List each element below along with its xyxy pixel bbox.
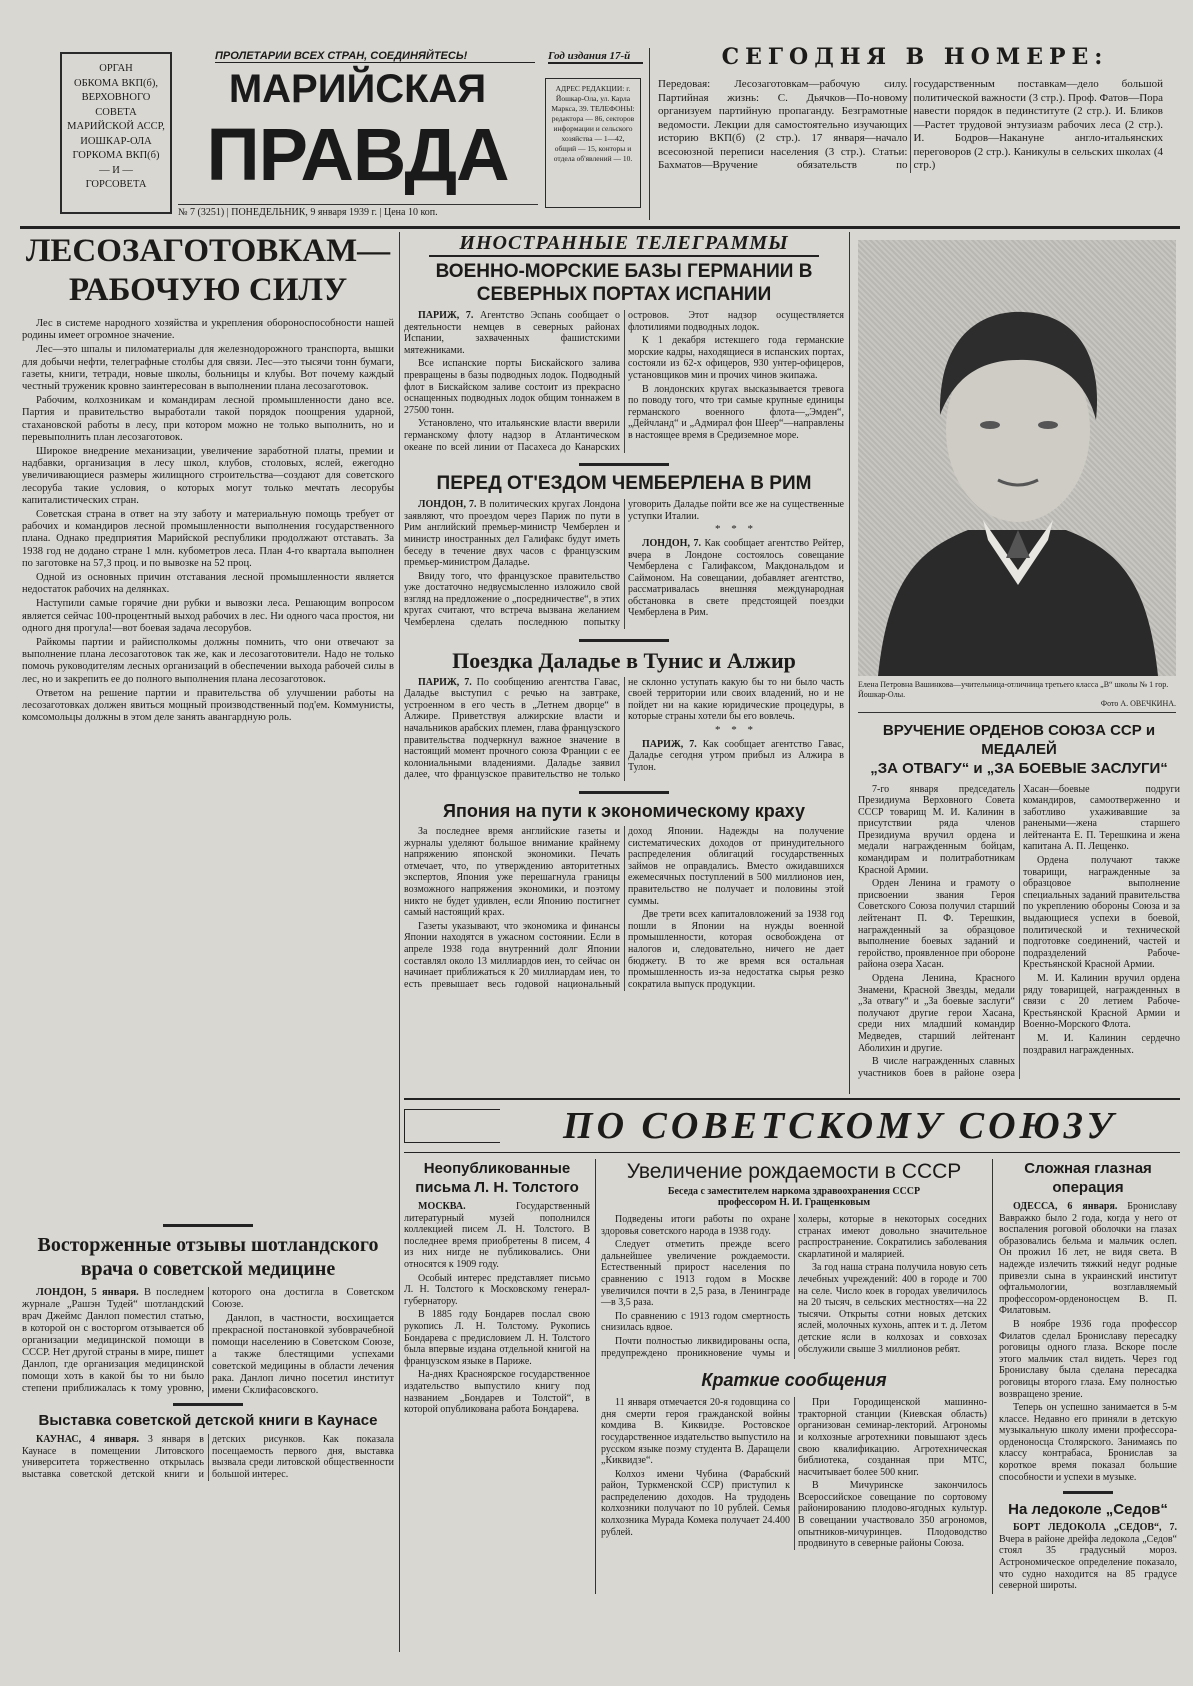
teacher-photo — [858, 240, 1176, 676]
paragraph: Две трети всех капиталовложений за 1938 год пошли в Японии на нужды военной промышленности, которая освобождена от налогов и, следовательно, ничего не дает бюджету. В то же время вся остальная промышленность из-за недостатка сырья резко сократила выпуск продукции. — [628, 909, 844, 990]
soviet-rubric: ПО СОВЕТСКОМУ СОЮЗУ — [563, 1105, 1117, 1147]
rubric-frame — [404, 1109, 500, 1143]
paragraph: Вчера в районе дрейфа ледокола „Седов“ стоял 35 градусный мороз. Астрономическое определение показало, что судно находится на 85 градусе северной широты. — [999, 1533, 1177, 1592]
photo-credit: Фото А. ОВЕЧКИНА. — [1100, 699, 1176, 708]
text-line: ОБКОМА ВКП(б), — [73, 77, 159, 89]
bases-body — [404, 310, 844, 453]
kaunas-title: Выставка советской детской книги в Каунасе — [38, 1412, 378, 1429]
paragraph: Следует отметить прежде всего дальнейшее увеличение рождаемости. Естественный прирост населения по сравнению с 1913 годом в Москве увеличился почти в 2,5 раза, в Ленинграде—в 3,5 раза. — [601, 1239, 790, 1309]
paragraph: Почти полностью ликвидированы оспа, предупреждено проникновение чумы и холеры, которые в некоторых соседних странах имеют довольно значительное распространение. Сократились заболевания скарлатиной и малярией. — [601, 1214, 987, 1359]
paragraph: Орден Ленина и грамоту о присвоении звания Героя Советского Союза получил старший лейтенант П. Ф. Терешкин, награжденный за образцовое выполнение боевых заданий и геройство, проявленное при обороне района озера Хасан. — [858, 878, 1015, 971]
kaunas-article — [22, 1397, 394, 1481]
foreign-telegrams — [404, 232, 850, 1094]
paragraph: М. И. Калинин сердечно поздравил награжденных. — [1023, 1032, 1180, 1056]
sedov-body — [999, 1522, 1177, 1592]
newspaper-title-main: ПРАВДА — [206, 113, 509, 196]
chamberlain-title: ПЕРЕД ОТ'ЕЗДОМ ЧЕМБЕРЛЕНА В РИМ — [436, 473, 812, 495]
text-line: СОВЕТА — [95, 106, 137, 118]
text-line: МАРИЙСКОЙ АССР, — [67, 121, 165, 132]
paragraph: Рабочим, колхозникам и командирам лесной промышленности дано все. Партия и правительство выработали такой порядок поощрения ударной, стахановской работы в лесу, при котором можно не только выполнить, но и перевыполнить план лесозаготовок. — [22, 395, 394, 443]
newspaper-title-top: МАРИЙСКАЯ — [228, 67, 487, 111]
paragraph: За последнее время английские газеты и журналы уделяют большое внимание крайнему напряжению японской экономики. Печать отмечает, что, по утверждению авторитетных экспертов, Япония уже перешагнула границы возможного напряжения экономики, и поэтому никто не будет удивлен, если Японию постигнет самый настоящий крах. — [404, 826, 620, 919]
paragraph: В политических кругах Лондона заявляют, что проездом через Париж по пути в Рим английский премьер-министр Чемберлен и министр иностранных дел Галифакс будут иметь беседу в течение двух часов с французским премьер-министром Даладье. — [404, 499, 620, 569]
editorial — [22, 232, 394, 1218]
kaunas-body — [22, 1434, 394, 1481]
eye-title: Сложная глазная операция — [1024, 1160, 1152, 1196]
paragraph: В лондонских кругах высказывается тревога по поводу того, что три самые крупные единицы германского военного флота—„Эмден“, „Дейчланд“ и „Адмирал фон Шеер“—направлены в настоящее время в Средиземное море. — [628, 383, 844, 441]
paragraph: К 1 декабря истекшего года германские морские кадры, находящиеся в испанских портах, состояли из 62-х офицеров, 930 унтер-офицеров, установщиков мин и прочих чинов экипажа. — [628, 335, 844, 381]
births-and-brief — [596, 1159, 993, 1594]
paragraph: Брониславу Вавражко было 2 года, когда у него от воспаления роговой оболочки на глазах образовались бельма и мальчик ослеп. Он прожил 16 лет, не видя света. В надежде излечить тяжкий недуг родные привезли сына в украинский институт офтальмологии, возглавляемый профессором-орденоносцем В. П. Филатовым. — [999, 1201, 1177, 1317]
paragraph: Данлоп, в частности, восхищается прекрасной постановкой зубоврачебной помощи населению в Советском Союзе, а также блестящими успехами советской медицины в области лечения рака. Данлоп лично посетил институт имени Склифасовского. — [212, 1313, 394, 1396]
portrait-image — [858, 240, 1176, 676]
dateline: ПАРИЖ, 7. — [418, 676, 472, 688]
eye-body — [999, 1201, 1177, 1483]
orders-title-line1: ВРУЧЕНИЕ ОРДЕНОВ СОЮЗА ССР и МЕДАЛЕЙ — [882, 721, 1156, 758]
issue-number: № 7 (3251) — [178, 207, 225, 218]
paragraph: Райкомы партии и райисполкомы должны помнить, что они отвечают за выполнение плана лесозаготовок так же, как и лесозаготовители. Надо не только помочь руководителям лесных организаций в обеспечении выхода рабочей силы в лес, но и закрепить ее до полного выполнения плана лесозаготовок. — [22, 637, 394, 685]
editorial-address: АДРЕС РЕДАКЦИИ: г. Йошкар-Ола, ул. Карла Маркса, 39. ТЕЛЕФОНЫ: редактора — 86, секторов информации и сельского хозяйства — 1—42, общий — 15, конторы и отдела об'явлений — 10. — [545, 78, 641, 208]
paragraph: Подведены итоги работы по охране здоровья советского народа в 1938 году. — [601, 1214, 790, 1237]
caption-text: Елена Петровна Вашинкова—учительница-отличница третьего класса „В“ школы № 1 гор. Йошкар-Олы. — [858, 680, 1169, 699]
soviet-band — [404, 1098, 1180, 1153]
paragraph: Лес—это шпалы и пиломатериалы для железнодорожного транспорта, вышки для добычи нефти, телеграфные столбы для связи. Лес—это тысячи тонн бумаги, газеты, книги, тетради, новые школы, больницы и клубы. Вот почему каждый честный труженик кровно заинтересован в выполнении плана лесозаготовок. — [22, 344, 394, 393]
paragraph: Одной из основных причин отставания лесной промышленности является недостаток рабочих на делянках. — [22, 572, 394, 596]
paragraph: При Городищенской машинно-тракторной станции (Киевская область) организован семинар-лекторий. Агрономы и колхозные агротехники повышают здесь свою квалификацию. Агротехническая библиотека, созданная при МТС, насчитывает более 500 книг. — [798, 1397, 987, 1478]
orders-article — [858, 721, 1180, 1080]
eye-article — [993, 1159, 1177, 1594]
text-line: ВЕРХОВНОГО — [81, 92, 151, 103]
contents-text: Передовая: Лесозаготовкам—рабочую силу. Партийная жизнь: С. Дьячков—По-новому организуем партийную пропаганду. Безграмотные ведомости. Лекции для самостоятельно изучающих историю ВКП(б) (2 стр.). 17 января—начало всесоюзной переписи населения (3 стр.). Статьи: Бахматов—Вручение обязательств по государственным поставкам—дело большой политической важности (3 стр.). Проф. Фатов—Пора навести порядок в пединституте (2 стр.). И. Бликов—Растет трудовой энтузиазм рабочих леса (2 стр.). И. Бодров—Накануне англо-итальянских переговоров (2 стр.). Каникулы в сельских школах (4 стр.) — [658, 78, 1164, 171]
right-area — [404, 232, 1180, 1594]
paragraph: В ноябре 1936 года профессор Филатов сделал Брониславу пересадку роговицы одного глаза. Вскоре после этого мальчик стал видеть. Через год Брониславу была сделана пересадка роговицы второго глаза. Ему полностью возвращено зрение. — [999, 1318, 1177, 1400]
paragraph: Все испанские порты Бискайского залива превращены в базы подводных лодок. Подводный флот в Бискайском заливе состоит из прекрасно оснащенных подводных лодок общим тоннажем в 27500 тонн. — [404, 358, 620, 416]
daladier-body — [404, 677, 844, 781]
births-body — [601, 1214, 987, 1359]
paragraph: По сравнению с 1913 годом смертность снизилась вдвое. — [601, 1310, 790, 1334]
japan-body — [404, 826, 844, 991]
paragraph: Теперь он успешно занимается в 5-м классе. Недавно его приняли в детскую музыкальную школу имени профессора-орденоносца Столярского. Занимаясь по классу контрабаса, Бронислав за короткое время показал большие способности и успехи в музыке. — [999, 1402, 1177, 1483]
right-column — [850, 232, 1180, 1094]
paragraph: 7-го января председатель Президиума Верховного Совета СССР товарищ М. И. Калинин в присутствии ряда членов Президиума вручил ордена и медали награжденным бойцам, командирам и политработникам Красной Армии. — [858, 783, 1015, 876]
text-line: ИОШКАР-ОЛА — [80, 135, 152, 147]
dateline: МОСКВА. — [418, 1201, 466, 1212]
orders-title-line2: „ЗА ОТВАГУ“ и „ЗА БОЕВЫЕ ЗАСЛУГИ“ — [870, 759, 1168, 777]
tolstoy-body — [404, 1201, 590, 1416]
editorial-title-line2: РАБОЧУЮ СИЛУ — [68, 272, 348, 308]
paragraph: 3 января в Каунасе в помещении Литовского университета торжественно открылась выставка советской детской книги и детских рисунков. Как показала посещаемость первого дня, выставка вызвала среди литовской общественности большой интерес. — [22, 1434, 394, 1480]
dateline: БОРТ ЛЕДОКОЛА „СЕДОВ“, 7. — [1013, 1522, 1177, 1534]
dateline: ЛОНДОН, 7. — [418, 499, 477, 511]
paragraph: Советская страна в ответ на эту заботу и материальную помощь требует от рабочих и командиров лесной промышленности выполнения государственного плана. Однако предприятия Марийской республики продолжают отставать. За 1938 год не додано стране 1 млн. кубометров леса. План 4-го квартала выполнен по заготовке на 57,3 проц. и по вывозке на 52 проц. — [22, 509, 394, 569]
organ-box — [60, 52, 172, 214]
births-title: Увеличение рождаемости в СССР — [626, 1160, 962, 1183]
paragraph: Ордена получают также товарищи, награжденные за образцовое выполнение специальных заданий правительства по укреплению обороны Союза и за выдающиеся успехи в боевой, политической и технической подготовке соединений, частей и подразделений Рабоче-Крестьянской Красной Армии. — [1023, 855, 1180, 971]
paragraph: В 1885 году Бондарев послал свою рукопись Л. Н. Толстому. Рукопись Бондарева с предисловием Л. Н. Толстого была впервые издана отдельной книгой на французском языке в Париже. — [404, 1309, 590, 1367]
dateline: КАУНАС, 4 января. — [36, 1434, 139, 1445]
brief-body — [601, 1397, 987, 1550]
japan-title: Япония на пути к экономическому краху — [443, 801, 805, 821]
paragraph: Государственный литературный музей пополнился коллекцией писем Л. Н. Толстого. В последнее время приобретены 8 писем, 4 из них нигде не публиковались. Они относятся к 1909 году. — [404, 1201, 590, 1270]
dateline: ЛОНДОН, 7. — [642, 537, 701, 549]
dateline: ЛОНДОН, 5 января. — [36, 1287, 139, 1298]
paragraph: Агентство Эспань сообщает о деятельности немцев в северных районах Испании, захваченных фашистскими мятежниками. — [404, 310, 621, 356]
paragraph: Ордена Ленина, Красного Знамени, Красной Звезды, медали „За отвагу“ и „За боевые заслуги“ получают другие герои Хасана, среди них младший командир Медведев, старший лейтенант Аболихин и другие. — [858, 973, 1015, 1054]
paragraph: Установлено, что итальянские власти вверили германскому флоту надзор в Атлантическом океане по всей линии от Пасахеса до Канарских островов. Этот надзор осуществляется флотилиями подводных лодок. — [404, 310, 844, 453]
paragraph: За год наша страна получила новую сеть лечебных учреждений: 400 в городе и 700 на селе. Число коек в городах увеличилось на 20 тысяч, в сельских местностях—на 22 тысячи. Открыты сотни новых детских яслей, молочных кухонь, аптек и т. д. Летом детские ясли в колхозах и совхозах обслужили свыше 3 миллионов ребят. — [798, 1262, 987, 1355]
paragraph: Наступили самые горячие дни рубки и вывозки леса. Решающим вопросом является сейчас 100-процентный выход рабочих в лес. Ни одного часа простоя, ни одного дня прогула!—вот боевая задача лесорубов. — [22, 598, 394, 634]
text-line: ГОРКОМА ВКП(б) — [72, 150, 160, 161]
left-column — [22, 232, 394, 1481]
text-line: ГОРСОВЕТА — [85, 179, 147, 190]
photo-caption — [858, 676, 1176, 713]
separator-stars: * * * — [715, 724, 757, 737]
year-of-publication: Год издания 17-й — [548, 50, 643, 64]
paragraph: Лес в системе народного хозяйства и укрепления обороноспособности нашей родины имеет огромное значение. — [22, 318, 394, 342]
scottish-body — [22, 1287, 394, 1397]
paragraph: По сообщению агентства Гавас, Даладье выступил с речью на завтраке, устроенном в его честь в „Летнем дворце“ в Алжире. Приветствуя алжирские власти и начальников арабских племен, глава французского правительства подчеркнул важное значение в настоящий момент прочного союза Франции с ее колониальными владениями. Даладье заявил далее, что французское правительство не только не склонно уступать какую бы то ни было часть своей территории или своих владений, но и не пойдет ни на какие юридические процедуры, в которые страны хотели бы его вовлечь. — [404, 676, 844, 781]
foreign-rubric: ИНОСТРАННЫЕ ТЕЛЕГРАММЫ — [429, 232, 819, 257]
orders-body — [858, 784, 1180, 1080]
issue-price: Цена 10 коп. — [384, 207, 438, 218]
paragraph: В числе награжденных славных участников боев в районе озера Хасан—боевые подруги командиров, самоотверженно и заботливо ухаживавшие за ранеными—жена старшего лейтенанта Е. П. Терешкина и жена капитана А. П. Лещенко. — [858, 783, 1180, 1079]
chamberlain-body — [404, 499, 844, 629]
editorial-body — [22, 318, 394, 1218]
text-line: ОРГАН — [99, 63, 133, 74]
paragraph: Ввиду того, что французское правительство уже достаточно недвусмысленно изложило свой взгляд на предложение о „посредничестве“, в этих кругах считают, что встреча вызвана желанием Чемберлена сделать последнюю попытку уговорить Даладье пойти все же на существенные уступки Италии. — [404, 499, 844, 629]
issue-line: № 7 (3251) | ПОНЕДЕЛЬНИК, 9 января 1939 г. | Цена 10 коп. — [178, 204, 538, 218]
paragraph: М. И. Калинин вручил ордена ряду товарищей, награжденных в связи с 20 летием Рабоче-Крестьянской Красной Армии и Военно-Морского Флота. — [1023, 973, 1180, 1031]
text-line: — И — — [99, 164, 133, 176]
dateline: ОДЕССА, 6 января. — [1013, 1201, 1118, 1212]
paragraph: На-днях Красноярское государственное издательство выпустило книгу под названием „Бондарев и Толстой“, в которой опубликована работа Бондарева. — [404, 1369, 590, 1416]
births-subtitle: Беседа с заместителем наркома здравоохранения СССР профессором Н. И. Гращенковым — [667, 1186, 921, 1208]
bases-title: ВОЕННО-МОРСКИЕ БАЗЫ ГЕРМАНИИ В СЕВЕРНЫХ ПОРТАХ ИСПАНИИ — [435, 261, 813, 305]
paragraph: Как сообщает агентство Рейтер, вчера в Лондоне состоялось совещание Чемберлена с Галифаксом, Макдональдом и Саймоном. На совещании, добавляет агентство, рассматривалась внешняя международная обстановка в свете предстоящей поездки Чемберлена в Рим. — [628, 537, 845, 619]
editorial-title-line1: ЛЕСОЗАГОТОВКАМ— — [25, 233, 391, 269]
dateline: ПАРИЖ, 7. — [642, 738, 697, 750]
paragraph: Газеты указывают, что экономика и финансы Японии находятся в ужасном состоянии. Если в апреле 1938 года внутренний долг Японии составлял около 13 миллиардов иен, то сейчас он начинает приближаться к 20 миллиардам иен, то есть превышает весь годовой национальный доход Японии. Надежды на получение систематических доходов от принудительного распределения облигаций государственных займов не оправдались. Вместо ожидавшихся ежемесячных поступлений в 500 миллионов иен, правительство не получает и половины этой суммы. — [404, 826, 844, 990]
dateline: ПАРИЖ, 7. — [418, 310, 474, 321]
tolstoy-title: Неопубликованные письма Л. Н. Толстого — [415, 1160, 579, 1196]
slogan: ПРОЛЕТАРИИ ВСЕХ СТРАН, СОЕДИНЯЙТЕСЬ! — [215, 50, 535, 63]
issue-date: ПОНЕДЕЛЬНИК, 9 января 1939 г. — [231, 207, 377, 218]
paragraph: 11 января отмечается 20-я годовщина со дня смерти героя гражданской войны комдива В. Киквидзе. Ростовское государственное издательство выпустило на русском языке поэму студента В. Даращели „Киквидзе“. — [601, 1397, 790, 1467]
paragraph: Широкое внедрение механизации, увеличение заработной платы, премии и надбавки, организация в лесу школ, клубов, столовых, яслей, ежегодно увеличивающиеся размеры жилищного строительства—создают для советского лесоруба такие условия, о которых могут только мечтать лесорубы капиталистических стран. — [22, 446, 394, 506]
births-article — [601, 1159, 987, 1359]
paragraph: Как сообщает агентство Гавас, Даладье сегодня утром прибыл из Алжира в Тулон. — [628, 738, 845, 773]
tolstoy-article — [404, 1159, 596, 1594]
paragraph: Ответом на решение партии и правительства об улучшении работы на лесозаготовках должен явиться мощный производственный под'ем. Коммунисты, комсомольцы должны в этом деле занять авангардную роль. — [22, 687, 394, 724]
paragraph: В Мичуринске закончилось Всероссийское совещание по сортовому районированию плодово-ягодных культур. В совещании участвовало 350 агрономов, опытников-мичуринцев. Плодоводство продвинуто в северные районы Союза. — [798, 1480, 987, 1550]
paragraph: Колхоз имени Чубина (Фарабский район, Туркменской ССР) приступил к распределению доходов. На трудодень колхозники получают по 10 рублей. Семья колхозника Мурада Комека получает 24.400 рублей. — [601, 1468, 790, 1538]
sedov-title: На ледоколе „Седов“ — [1008, 1501, 1168, 1519]
contents-title: СЕГОДНЯ В НОМЕРЕ: — [721, 44, 1109, 70]
scottish-title: Восторженные отзывы шотландского врача о советской медицине — [37, 1234, 379, 1280]
daladier-title: Поездка Даладье в Тунис и Алжир — [452, 647, 796, 673]
brief-title: Краткие сообщения — [701, 1370, 887, 1391]
paragraph: Особый интерес представляет письмо Л. Н. Толстого к Московскому генерал-губернатору. — [404, 1272, 590, 1307]
scottish-article — [22, 1218, 394, 1397]
separator-stars: * * * — [715, 523, 757, 536]
brief-messages — [601, 1369, 987, 1550]
paragraph: В последнем журнале „Рашэн Тудей“ шотландский врач Джеймс Данлоп поместил статью, в которой он с восторгом отзывается об организации медицинской помощи в СССР. Нет другой страны в мире, пишет Данлоп, где организация медицинской помощи хоть в какой бы то ни было степени приближалась к тому уровню, которого она достигла в Советском Союзе. — [22, 1287, 394, 1394]
